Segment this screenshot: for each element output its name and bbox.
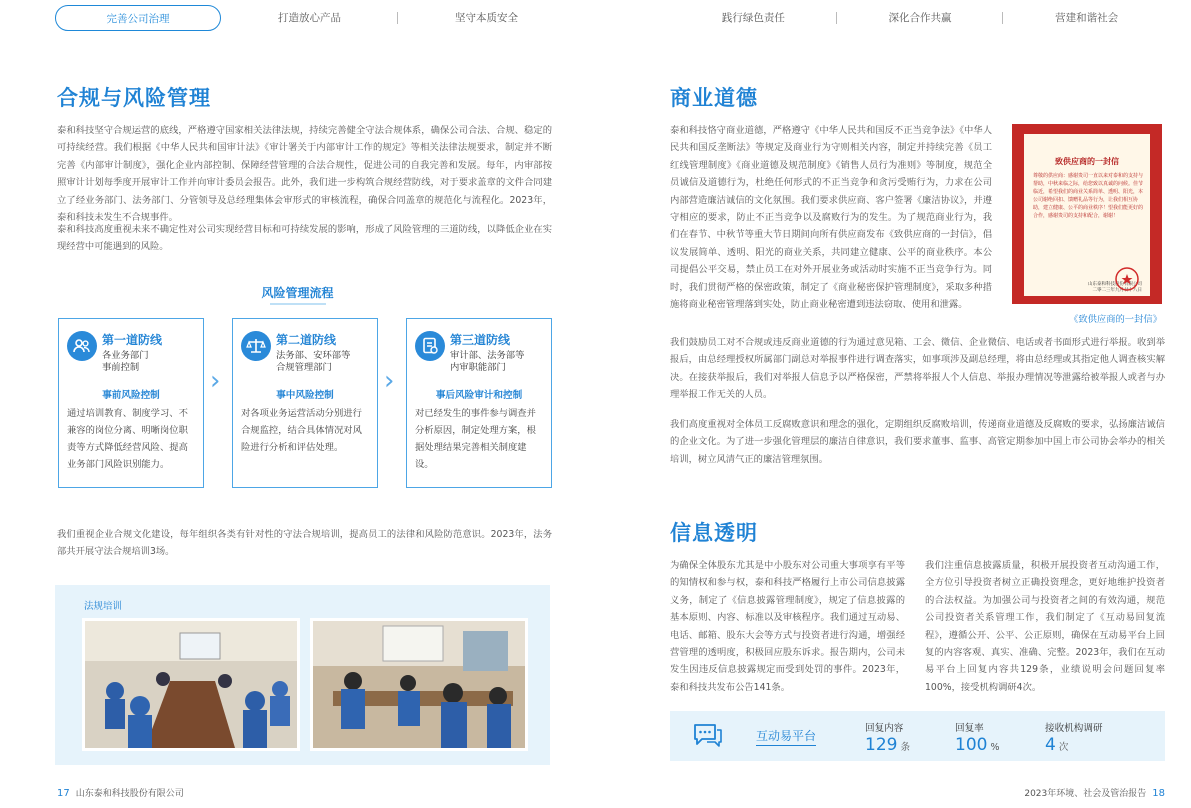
footer-left — [57, 786, 184, 799]
footer-right — [1024, 786, 1165, 799]
risk-flow-underline — [270, 303, 326, 305]
stat-value-reply-rate: 100 % — [955, 735, 1000, 755]
supplier-letter-image — [1012, 124, 1162, 304]
training-photo-1 — [82, 618, 300, 751]
ethics-paragraph-1: 泰和科技恪守商业道德，严格遵守《中华人民共和国反不正当竞争法》《中华人民共和国反垄断法》等规定及商业行为守则相关内容，制定并持续完善《员工红线管理制度》《商业道德及规范制度》《销售人员行为准则》等制度，规范全员诚信及道德行为，杜绝任何形式的不正当竞争和贪污受贿行为，力求在公司内部营造廉洁诚信的文化氛围。我们要求供应商、客户签署《廉洁协议》，并遵守相应的要求，防止不正当竞争以及腐败行为的发生。为了规范商业行为，我们在春节、中秋节等重大节日期间向所有供应商发布《致供应商的一封信》，倡议发展简单、透明、阳光的商业关系，共同建立健康、公平的商业秩序。本公司提倡公平交易，禁止员工在对外开展业务或活动时实施不正当竞争行为。同时，我们贯彻严格的保密政策，制定了《商业秘密保护管理制度》，采取多种措施将商业秘密管理落到实处，防止商业秘密遭到违法窃取、使用和泄露。 — [670, 125, 992, 311]
letter-title: 致供应商的一封信 — [1055, 157, 1119, 166]
stat-label-institution-research: 接收机构调研 — [1045, 723, 1103, 734]
letter-paper — [1024, 134, 1150, 296]
compliance-paragraph-2: 泰和科技高度重视未来不确定性对公司实现经营目标和可持续发展的影响，形成了风险管理的三道防线，以降低企业在实现经营中可能遇到的风险。 — [57, 224, 552, 253]
interaction-stats-panel — [670, 711, 1165, 761]
nav-tab-governance[interactable]: 完善公司治理 — [55, 5, 221, 31]
letter-signature: 山东泰和科技股份有限公司 二零二三年九月廿十八日 — [1088, 282, 1142, 293]
risk-flow-title: 风险管理流程 — [261, 286, 334, 300]
ethics-paragraph-3: 我们高度重视对全体员工反腐败意识和理念的强化，定期组织反腐败培训，传递商业道德及反腐败的要求，弘扬廉洁诚信的企业文化。为了进一步强化管理层的廉洁自律意识，我们要求董事、监事、高管定期参加中国上市公司协会举办的相关培训，树立风清气正的廉洁管理氛围。 — [670, 419, 1165, 465]
top-nav-left — [55, 0, 575, 36]
letter-text: 尊敬的供应商：感谢贵司一直以来对泰和的支持与帮助，中秋来临之际，给您致以真诚的问候。佳节临近，希望我们的商业关系简单、透明、阳光，本公司谢绝回扣、馈赠礼品等行为，让我们相互协助，建立健康、公平的商业秩序！望我们能更好的合作，感谢贵司的支持和配合，谢谢！ — [1033, 173, 1144, 219]
training-photo-2 — [310, 618, 528, 751]
ethics-heading: 商业道德 — [670, 86, 758, 110]
card-body: 对已经发生的事件参与调查并分析原因，制定处理方案，根据处理结果完善相关制度建设。 — [415, 408, 536, 470]
card-title: 第二道防线 — [276, 333, 337, 347]
ethics-paragraph-2: 我们鼓励员工对不合规或违反商业道德的行为通过意见箱、工会、微信、企业微信、电话或者书面形式进行举报。收到举报后，由总经理授权所属部门副总对举报事件进行调查落实，如事项涉及副总经理，将由总经理或其指定他人调查核实解决。在接获举报后，我们对举报人信息予以严格保密，严禁将举报人个人信息、举报办理情况等泄露给被举报人或者与办理举报工作无关的人员。 — [670, 337, 1165, 401]
card-section-title: 事前风险控制 — [102, 390, 160, 401]
platform-label: 互动易平台 — [756, 727, 816, 746]
card-body: 对各项业务运营活动分别进行合规监控，结合具体情况对风险进行分析和评估处理。 — [241, 408, 362, 453]
training-panel — [55, 585, 550, 765]
company-seal-icon — [1114, 266, 1140, 292]
compliance-heading: 合规与风险管理 — [57, 86, 211, 110]
transparency-column-2: 我们注重信息披露质量，积极开展投资者互动沟通工作，全方位引导投资者树立正确投资理念，更好地维护投资者的合法权益。为加强公司与投资者之间的有效沟通，规范公司投资者关系管理工作，我们制定了《互动易回复流程》，遵循公开、公平、公正原则，确保在互动易平台上回复的内容客观、真实、准确、完整。2023年，我们在互动易平台上回复内容共129条，业绩说明会问题回复率100%，接受机构调研4次。 — [925, 560, 1165, 693]
defense-line-card-3 — [406, 318, 552, 488]
card-subtitle: 审计部、法务部等 内审职能部门 — [450, 350, 525, 373]
footer-report-title: 2023年环境、社会及管治报告 — [1024, 789, 1147, 799]
scale-icon — [241, 331, 271, 361]
compliance-paragraph-1: 泰和科技坚守合规运营的底线，严格遵守国家相关法律法规，持续完善健全守法合规体系，确保公司合法、合规、稳定的可持续经营。我们根据《中华人民共和国审计法》《审计署关于内部审计工作的规定》等相关法律法规要求，制定并不断完善《内部审计制度》，强化企业内部控制、保障经营管理的合法合规性，促进公司的自我完善和发展。每年，内审部按照审计计划每季度开展审计工作并向审计委员会报告。此外，我们进一步构筑合规经营防线，对于要求盖章的文件合同建立了经业务部门、法务部门、分管领导及总经理集体会审形式的审核流程，确保合同盖章的规范化与流程化。2023年，泰和科技未发生不合规事件。 — [57, 125, 552, 224]
people-icon — [67, 331, 97, 361]
card-section-title: 事中风险控制 — [276, 390, 334, 401]
stat-value-institution-research: 4 次 — [1045, 735, 1069, 755]
card-subtitle: 法务部、安环部等 合规管理部门 — [276, 350, 351, 373]
transparency-column-1: 为确保全体股东尤其是中小股东对公司重大事项享有平等的知情权和参与权，泰和科技严格履行上市公司信息披露义务，制定了《信息披露管理制度》，规定了信息披露的基本原则、内容、标准以及审核程序。我们通过互动易、电话、邮箱、股东大会等方式与投资者进行沟通，增强经营管理的透明度，积极回应股东诉求。报告期内，公司未发生因违反信息披露规定而受到处罚的事件。2023年，泰和科技共发布公告141条。 — [670, 560, 905, 693]
nav-tab-green[interactable]: 践行绿色责任 — [670, 5, 837, 31]
defense-line-card-1 — [58, 318, 204, 488]
card-body: 通过培训教育、制度学习、不兼容的岗位分离、明晰岗位职责等方式降低经营风险、提高业务部门风险识别能力。 — [67, 408, 188, 470]
chat-bubble-icon — [692, 722, 724, 750]
card-section-title: 事后风险审计和控制 — [435, 390, 523, 401]
letter-caption: 《致供应商的一封信》 — [1069, 314, 1162, 325]
page-number: 17 — [57, 788, 70, 799]
top-nav-right — [670, 0, 1170, 36]
card-title: 第三道防线 — [450, 333, 511, 347]
stat-label-reply-rate: 回复率 — [955, 723, 984, 734]
chevron-right-icon: › — [210, 366, 221, 396]
document-check-icon — [415, 331, 445, 361]
nav-tab-products[interactable]: 打造放心产品 — [221, 5, 398, 31]
compliance-paragraph-3: 我们重视企业合规文化建设，每年组织各类有针对性的守法合规培训，提高员工的法律和风险防范意识。2023年，法务部共开展守法合规培训3场。 — [57, 529, 552, 558]
training-label: 法规培训 — [84, 601, 123, 612]
stat-value-replies: 129 条 — [865, 735, 910, 755]
footer-company: 山东泰和科技股份有限公司 — [75, 789, 184, 799]
chevron-right-icon: › — [384, 366, 395, 396]
defense-line-card-2 — [232, 318, 378, 488]
transparency-heading: 信息透明 — [670, 521, 758, 545]
nav-tab-society[interactable]: 营建和谐社会 — [1055, 12, 1119, 24]
nav-tab-cooperation[interactable]: 深化合作共赢 — [837, 5, 1004, 31]
nav-tab-safety[interactable]: 坚守本质安全 — [455, 12, 518, 24]
card-title: 第一道防线 — [102, 333, 163, 347]
page-number: 18 — [1152, 788, 1165, 799]
stat-label-replies: 回复内容 — [865, 723, 904, 734]
card-subtitle: 各业务部门 事前控制 — [102, 350, 149, 373]
